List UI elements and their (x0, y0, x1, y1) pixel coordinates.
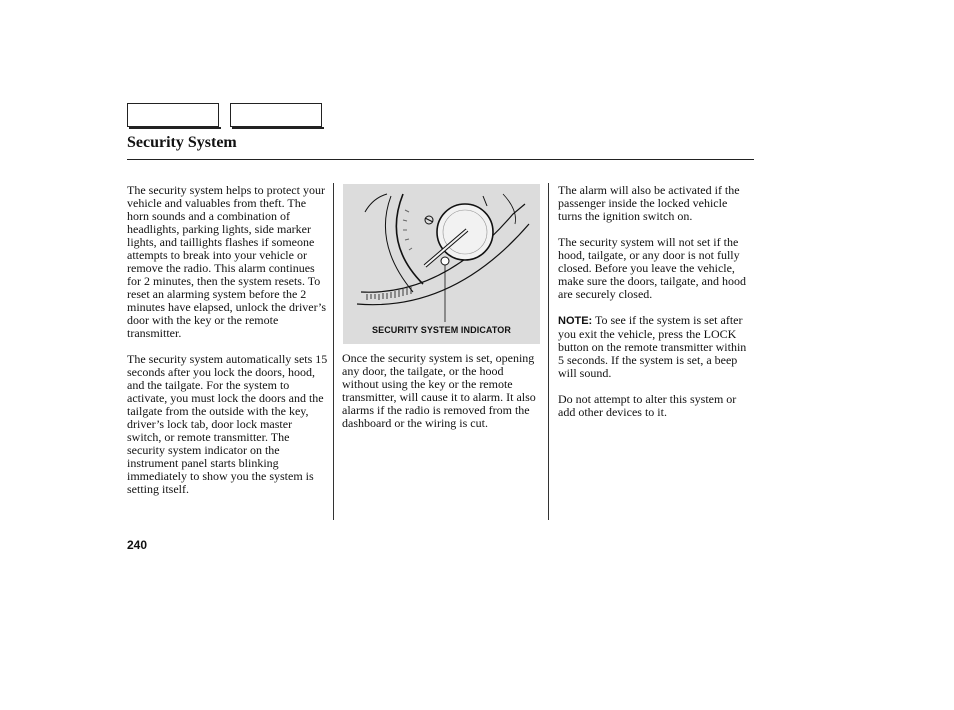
instrument-panel-illustration (343, 184, 540, 344)
security-indicator-figure (343, 184, 540, 344)
note-text: To see if the system is set after you exit the vehicle, press the LOCK button on the remote transmitter within 5 seconds. If the system is set, a beep will sound. (558, 313, 747, 380)
note-label: NOTE: (558, 315, 593, 327)
column-2 (342, 352, 540, 443)
page-title: Security System (127, 134, 237, 151)
note-paragraph (558, 314, 754, 380)
column-divider (333, 183, 334, 520)
column-1 (127, 184, 329, 509)
paragraph: The security system automatically sets 15 seconds after you lock the doors, hood, and the tailgate. For the system to activate, you must lock the doors and the tailgate from the outside with the key, driver’s lock tab, door lock master switch, or remote transmitter. The security system indicator on the instrument panel starts blinking immediately to show you the system is setting itself. (127, 352, 328, 496)
header-tab-box-right (230, 103, 322, 127)
header-tab-box-left (127, 103, 219, 127)
paragraph: The security system will not set if the hood, tailgate, or any door is not fully closed. Before you leave the vehicle, make sure the doors, tailgate, and hood are securely closed. (558, 235, 746, 301)
page-number: 240 (127, 538, 148, 552)
column-3 (558, 184, 754, 432)
figure-caption: SECURITY SYSTEM INDICATOR (371, 325, 512, 335)
paragraph: The security system helps to protect your vehicle and valuables from theft. The horn sounds and a combination of headlights, parking lights, side marker lights, and taillights flashes if someone attempts to break into your vehicle or remove the radio. This alarm continues for 2 minutes, then the system resets. To reset an alarming system before the 2 minutes have elapsed, unlock the driver’s door with the key or the remote transmitter. (127, 183, 327, 340)
paragraph: Once the security system is set, opening any door, the tailgate, or the hood without using the key or the remote transmitter, will cause it to alarm. It also alarms if the radio is removed from the dashboard or the wiring is cut. (342, 351, 536, 430)
paragraph: Do not attempt to alter this system or add other devices to it. (558, 392, 737, 419)
paragraph: The alarm will also be activated if the passenger inside the locked vehicle turns the ignition switch on. (558, 183, 740, 223)
column-divider (548, 183, 549, 520)
title-rule (127, 159, 754, 160)
